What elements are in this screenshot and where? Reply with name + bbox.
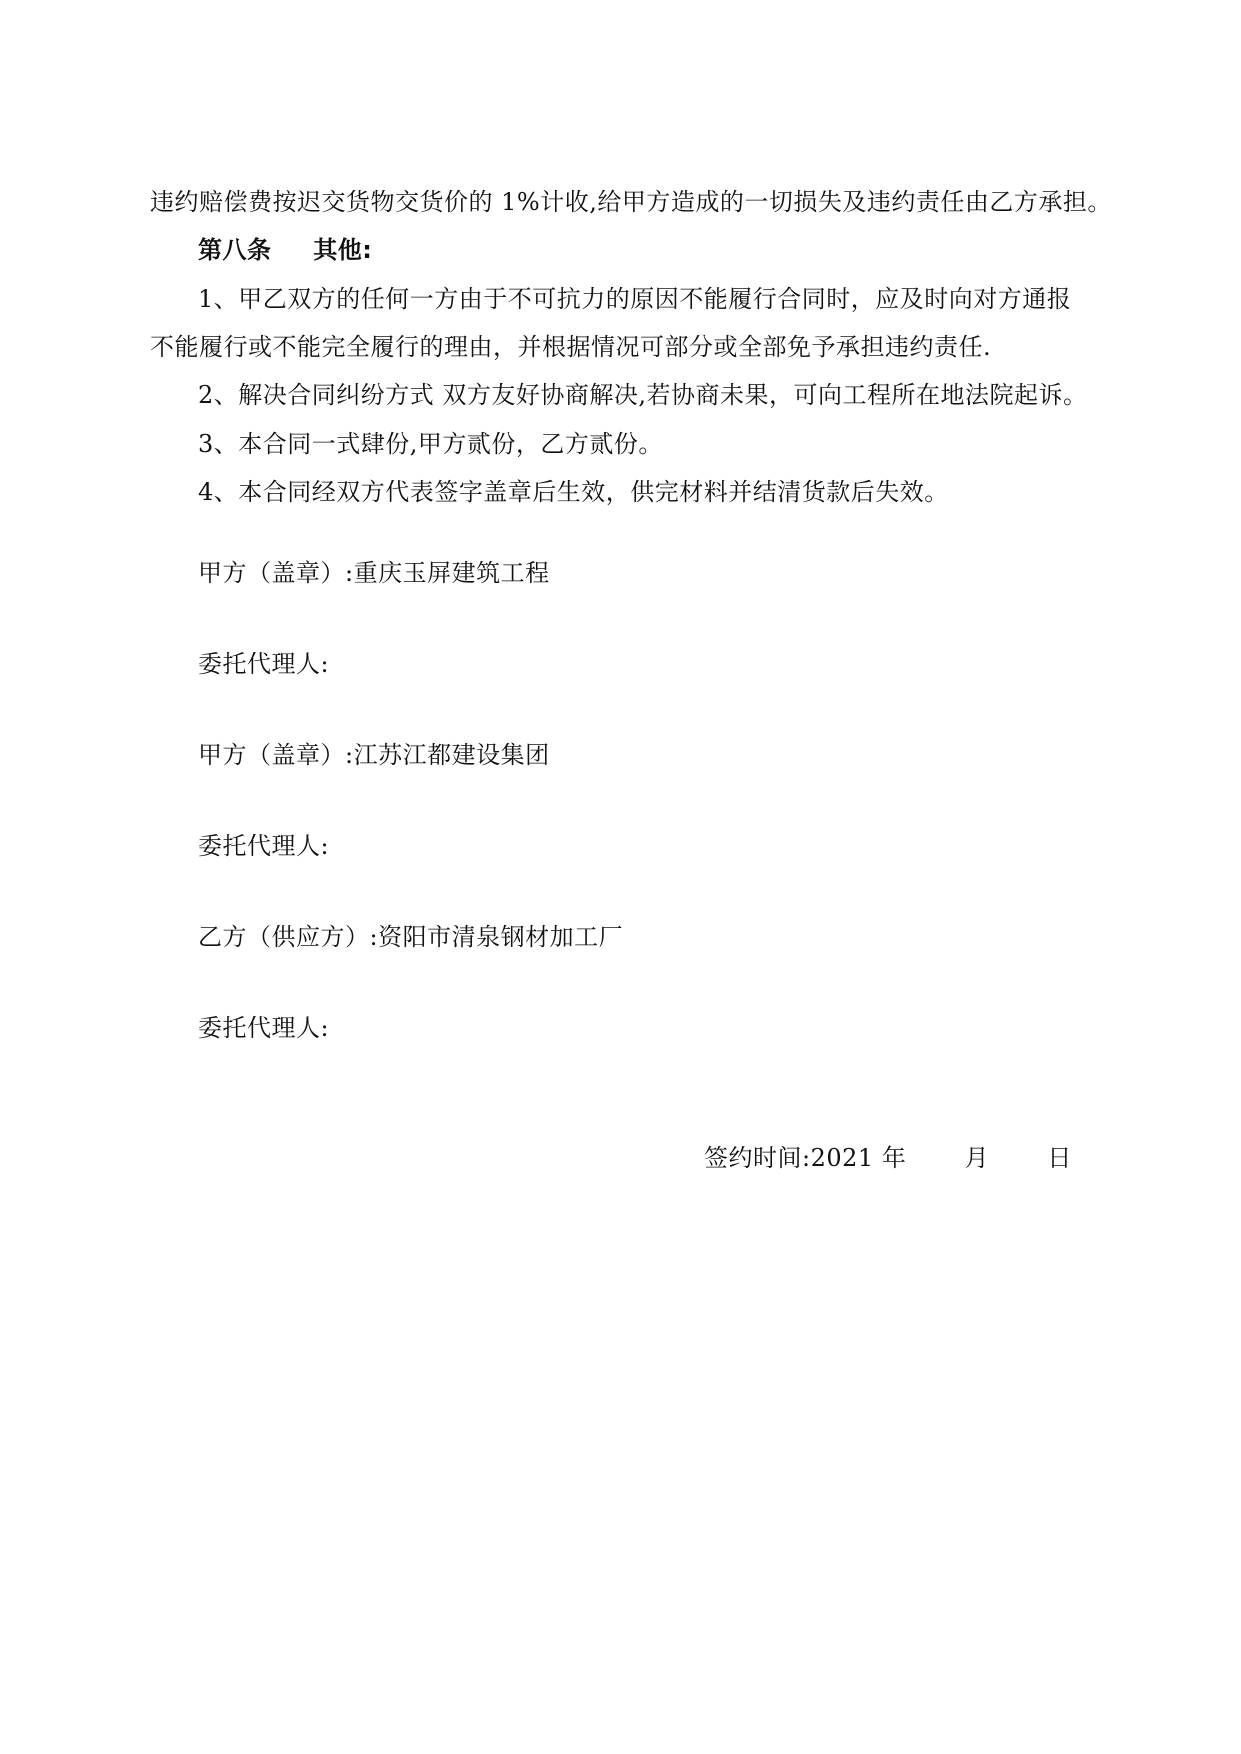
penalty-text-line: 违约赔偿费按迟交货物交货价的 1%计收,给甲方造成的一切损失及违约责任由乙方承担。 — [150, 188, 1112, 216]
party-b-signature-line — [198, 920, 623, 954]
party-a-first-label: 甲方（盖章）: — [198, 559, 354, 587]
year-unit: 年 — [881, 1144, 907, 1172]
party-b-agent-label: 委托代理人: — [198, 1014, 330, 1042]
article-number: 第八条 — [198, 236, 272, 264]
clause-1-line-1: 1、甲乙双方的任何一方由于不可抗力的原因不能履行合同时，应及时向对方通报 — [198, 285, 1072, 313]
party-a-second-label: 甲方（盖章）: — [198, 741, 354, 769]
article-title: 其他: — [313, 236, 373, 264]
party-a-second-name: 江苏江都建设集团 — [353, 741, 550, 769]
party-b-label: 乙方（供应方）: — [198, 923, 379, 951]
party-a-second-agent-line — [198, 829, 329, 863]
clause-2: 2、解决合同纠纷方式 双方友好协商解决,若协商未果，可向工程所在地法院起诉。 — [198, 381, 1088, 409]
clause-1-line-2: 不能履行或不能完全履行的理由，并根据情况可部分或全部免予承担违约责任. — [150, 333, 992, 361]
day-unit: 日 — [1047, 1144, 1072, 1172]
party-a-second-signature-line — [198, 738, 550, 772]
article-heading — [198, 233, 372, 267]
party-b-name: 资阳市清泉钢材加工厂 — [378, 923, 624, 951]
clause-4: 4、本合同经双方代表签字盖章后生效，供完材料并结清货款后失效。 — [198, 478, 949, 506]
party-a-first-name: 重庆玉屏建筑工程 — [353, 559, 550, 587]
signing-date-line — [704, 1141, 1072, 1175]
signing-year: 2021 — [810, 1144, 874, 1172]
party-a-first-agent-line — [198, 647, 329, 681]
month-unit: 月 — [964, 1144, 990, 1172]
party-a-first-agent-label: 委托代理人: — [198, 650, 330, 678]
signing-date-label: 签约时间: — [704, 1144, 811, 1172]
party-a-second-agent-label: 委托代理人: — [198, 832, 330, 860]
clause-3: 3、本合同一式肆份,甲方贰份，乙方贰份。 — [198, 430, 663, 458]
party-b-agent-line — [198, 1011, 329, 1045]
party-a-first-signature-line — [198, 556, 550, 590]
